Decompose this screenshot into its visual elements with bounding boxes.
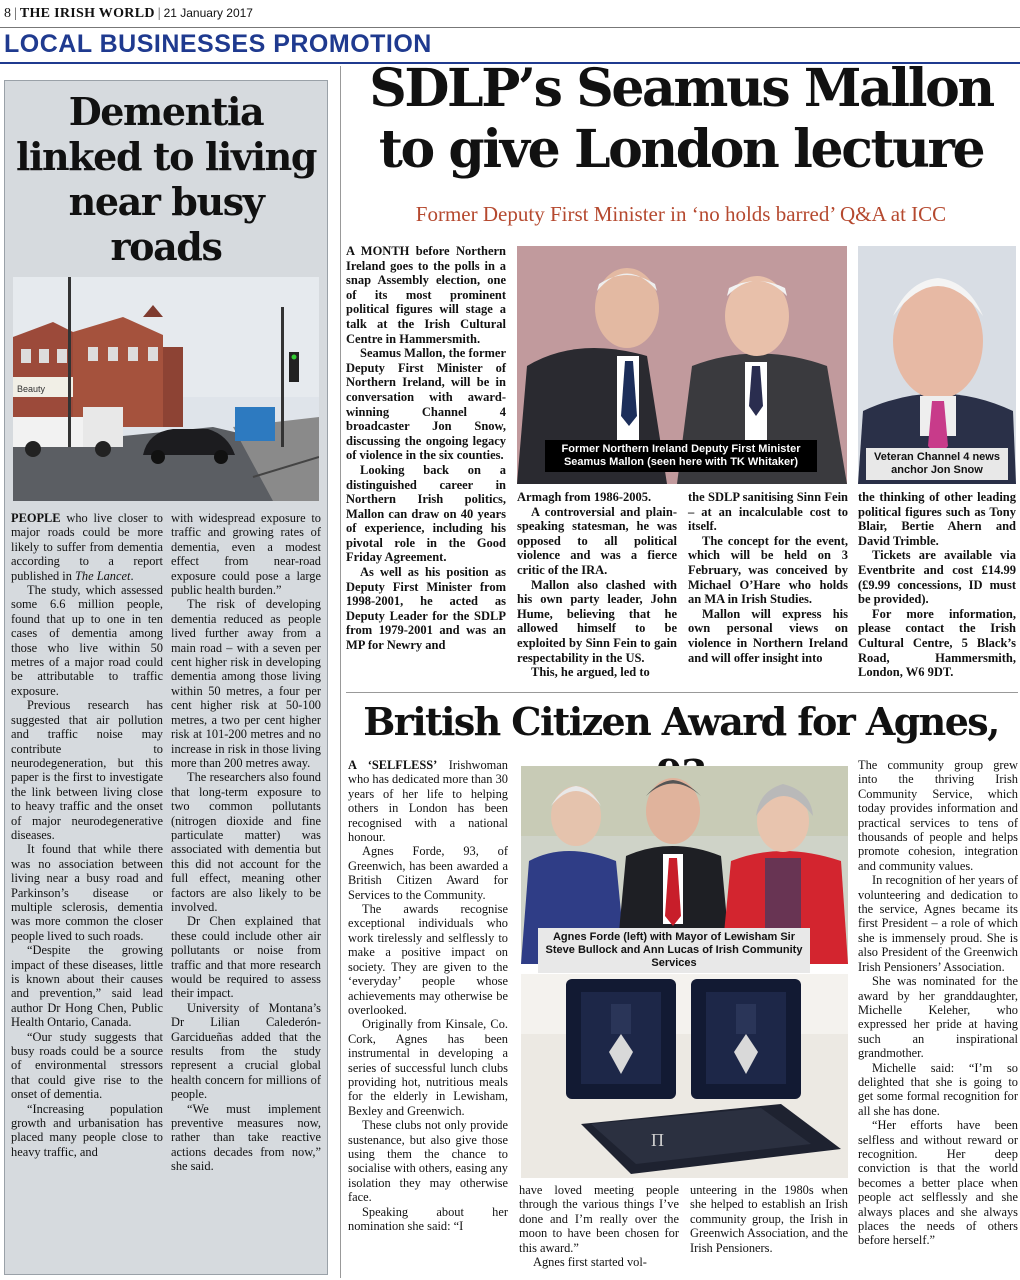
- dementia-column-2: [171, 511, 321, 1174]
- agnes-para: unteering in the 1980s when she helped to establish an Irish community group, the Irish in Greenwich Association, and the Irish Pensioners.: [690, 1183, 848, 1255]
- mallon-para: Mallon will express his own personal views on violence in Northern Ireland and will offer insight into: [688, 606, 848, 665]
- mallon-subheadline: Former Deputy First Minister in ‘no holds barred’ Q&A at ICC: [415, 202, 947, 226]
- mallon-para: A MONTH before Northern Ireland goes to the polls in a snap Assembly election, one of its most prominent political figures will stage a talk at the Irish Cultural Centre in Hammersmith.: [346, 244, 506, 346]
- mallon-para: the SDLP sanitising Sinn Fein – at an incalculable cost to itself.: [688, 490, 848, 534]
- mallon-para: the thinking of other leading political figures such as Tony Blair, Bertie Ahern and David Trimble.: [858, 490, 1016, 548]
- mallon-para: This, he argued, led to: [531, 665, 650, 680]
- dementia-para: “Despite the growing impact of these diseases, little is known about their causes and prevention,” said lead author Dr Hong Chen, Public Health Ontario, Canada.: [11, 943, 163, 1030]
- dementia-para: Previous research has suggested that air pollution and traffic noise may contribute to neurodegeneration, but this paper is the first to investigate the link between living close to heavy traffic and the onset of major neurodegenerative diseases.: [11, 698, 163, 842]
- mallon-column-1: [346, 244, 506, 653]
- mallon-para: As well as his position as Deputy First Minister from 1998-2001, he acted as Deputy Leader for the SDLP from 1979-2001 and was an MP for Newry and: [346, 565, 506, 653]
- mallon-para: Armagh from 1986-2005.: [517, 490, 652, 504]
- mallon-para: The concept for the event, which will be held on 3 February, was conceived by Michael O’Hare who holds an MA in Irish Studies.: [688, 533, 848, 607]
- agnes-para: Agnes Forde, 93, of Greenwich, has been awarded a British Citizen Award for Services to the Community.: [348, 844, 508, 902]
- agnes-para: In recognition of her years of volunteering and dedication to the service, Agnes became its first President – a role of which she is immensely proud. She is also President of the Greenwich Irish Pensioners’ Association.: [858, 873, 1018, 974]
- dementia-column-1: [11, 511, 163, 1159]
- story-divider: [346, 692, 1018, 693]
- dementia-para: The risk of developing dementia reduced as people lived further away from a main road – with a seven per cent higher risk in developing dementia among those living within 50 metres, a four per cent higher risk at 50-100 metres, a two per cent higher risk at 101-200 metres and no increase in risk in those living more than 200 metres away.: [171, 597, 321, 770]
- dementia-article: [4, 80, 328, 1275]
- busy-road-photo: [13, 277, 319, 501]
- agnes-column-3: [690, 1183, 848, 1255]
- dementia-para: The study, which assessed some 6.6 million people, found that up to one in ten cases of dementia among those who live within 50 metres of a major road could be attributable to traffic exposure.: [11, 583, 163, 698]
- medal-box-photo: [521, 974, 848, 1178]
- agnes-para: Originally from Kinsale, Co. Cork, Agnes has been instrumental in developing a series of successful lunch clubs providing hot, nutritious meals for the elderly in Lewisham, Bexley and Greenwich.: [348, 1017, 508, 1118]
- masthead-separator-2: |: [157, 6, 161, 21]
- publication-name: THE IRISH WORLD: [19, 6, 155, 21]
- dementia-para-intro: PEOPLE who live closer to major roads could be more likely to suffer from dementia according to a report published in The Lancet.: [11, 511, 163, 583]
- agnes-para: Michelle said: “I’m so delighted that she is going to get some formal recognition for all she has done.: [858, 1060, 1018, 1118]
- mallon-para: Looking back on a distinguished career in Northern Irish politics, Mallon can draw on 40 years of experience, including his pivotal role in the Good Friday Agreement.: [346, 462, 506, 565]
- dementia-para: “Increasing population growth and urbanisation has placed many people close to heavy traffic, and: [11, 1101, 163, 1159]
- medal-booklet-emblem: Π: [651, 1130, 664, 1150]
- mallon-column-3: [688, 490, 848, 665]
- agnes-para-intro: A ‘SELFLESS’ Irishwoman who has dedicated more than 30 years of her life to helping others in London has been recognised with a national honour.: [348, 758, 508, 845]
- column-divider: [340, 66, 341, 1278]
- agnes-para: These clubs not only provide sustenance, but also give those using them the chance to socialise with others, easing any isolation they may otherwise face.: [348, 1118, 509, 1205]
- dementia-para: “We must implement preventive measures now, rather than take reactive actions decades from now,” she said.: [171, 1101, 321, 1174]
- agnes-para: The awards recognise exceptional individuals who work tirelessly and selflessly to make a positive impact on society. They are given to the ‘everyday’ people whose achievements may otherwise be overlooked.: [348, 902, 508, 1017]
- agnes-para: Agnes first started vol-: [533, 1255, 647, 1270]
- page-number: 8: [4, 6, 11, 21]
- agnes-column-1: [348, 758, 508, 1233]
- mallon-para: Tickets are available via Eventbrite and cost £14.99 (£9.99 concessions, ID must be provided).: [858, 548, 1016, 607]
- dementia-para: with widespread exposure to traffic and growing rates of dementia, even a modest effect from near-road exposure could pose a large public health burden.”: [171, 511, 321, 598]
- section-title: LOCAL BUSINESSES PROMOTION: [4, 30, 432, 58]
- agnes-headline: British Citizen Award for Agnes,: [363, 699, 999, 744]
- agnes-para: “Her efforts have been selfless and without reward or recognition. Her deep conviction is that the world becomes a better place when people act selflessly and she always places and she always places the needs of others before herself.”: [858, 1118, 1018, 1248]
- mallon-para: A controversial and plain-speaking statesman, he was opposed to all political violence and was a fierce critic of the IRA.: [517, 504, 677, 577]
- mallon-para: For more information, please contact the Irish Cultural Centre, 5 Black’s Road, Hammersmith, London, W6 9DT.: [858, 606, 1016, 680]
- agnes-para: The community group grew into the thriving Irish Community Service, which today provides information and practical services to tens of thousands of people and helps promote cohesion, integration and community values.: [858, 758, 1018, 873]
- agnes-column-2: [519, 1183, 679, 1269]
- dementia-para: “Our study suggests that busy roads could be a source of environmental stressors that could give rise to the onset of dementia.: [11, 1029, 163, 1102]
- mallon-column-4: [858, 490, 1016, 680]
- issue-date: 21 January 2017: [163, 6, 253, 20]
- mallon-para: Mallon also clashed with his own party leader, John Hume, believing that he allowed himself to be exploited by Sinn Fein to gain respectability in the US.: [517, 577, 677, 665]
- dementia-para: Dr Chen explained that these could include other air pollutants or noise from traffic and that more research would be required to assess their impact.: [171, 914, 321, 1001]
- jon-snow-caption: Veteran Channel 4 news anchor Jon Snow: [866, 448, 1008, 480]
- agnes-photo-caption: Agnes Forde (left) with Mayor of Lewisham Sir Steve Bullock and Ann Lucas of Irish Community Services: [538, 928, 810, 973]
- dementia-para: University of Montana’s Dr Lilian Calederón-Garcidueñas added that the results from the study represent a crucial global health concern for millions of people.: [171, 1000, 321, 1102]
- mallon-photo-caption: Former Northern Ireland Deputy First Minister Seamus Mallon (seen here with TK Whitaker): [545, 440, 817, 472]
- mallon-para: Seamus Mallon, the former Deputy First Minister of Northern Ireland, will be in conversation with award-winning Channel 4 broadcaster Jon Snow, discussing the ongoing legacy of violence in the six counties.: [346, 346, 506, 463]
- agnes-para: have loved meeting people through the various things I’ve done and I’m really over the moon to have been chosen for this award.”: [519, 1183, 679, 1255]
- agnes-para: Speaking about her nomination she said: “I: [348, 1204, 508, 1233]
- dementia-para: It found that while there was no association between living near a busy road and Parkinson’s disease or multiple sclerosis, dementia was more common the closer people lived to such roads.: [11, 842, 163, 943]
- dementia-para: The researchers also found that long-term exposure to two common pollutants (nitrogen dioxide and fine particulate matter) was associated with dementia but this did not account for the full effect, meaning other factors are also likely to be involved.: [171, 770, 321, 914]
- dementia-headline: Dementia linked to living near busy roads: [15, 89, 317, 269]
- agnes-column-4: [858, 758, 1018, 1248]
- mallon-column-2: [517, 490, 677, 680]
- mallon-headline: SDLP’s Seamus Mallon to give London lecture: [369, 58, 993, 180]
- masthead: [0, 0, 1020, 28]
- masthead-separator: |: [14, 6, 17, 21]
- shop-sign: Beauty: [17, 384, 46, 394]
- agnes-para: She was nominated for the award by her granddaughter, Michelle Keleher, who expressed her pride at having such an inspirational grandmother.: [858, 974, 1018, 1061]
